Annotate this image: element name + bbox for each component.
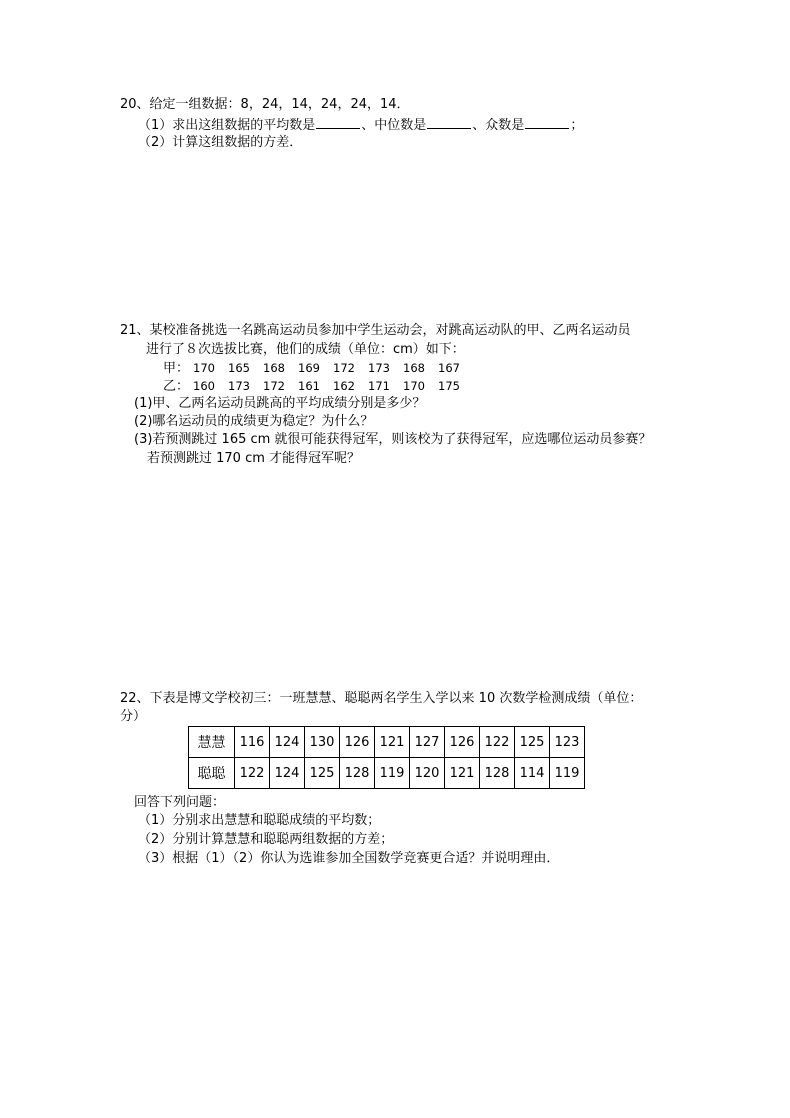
q20-part2: （2）计算这组数据的方差． [138,135,303,150]
q21-yi-label: 乙： [163,379,190,394]
data-value: 172 [333,361,355,375]
q22-part2: （2）分别计算慧慧和聪聪两组数据的方差； [138,832,394,847]
score-cell: 121 [375,727,410,758]
data-value: 169 [298,361,320,375]
data-value: 173 [368,361,390,375]
q21-stem-line1: 21、某校准备挑选一名跳高运动员参加中学生运动会，对跳高运动队的甲、乙两名运动员 [120,323,631,338]
q20-part1 [138,116,583,135]
data-value: 173 [228,379,250,393]
score-cell: 128 [340,758,375,789]
data-value: 165 [228,361,250,375]
data-value: 160 [193,379,215,393]
data-value: 172 [263,379,285,393]
q21-stem-line2: 进行了８次选拔比赛，他们的成绩（单位：cm）如下： [146,342,465,357]
data-value: 171 [368,379,390,393]
data-value: 170 [193,361,215,375]
answer-blank-median[interactable] [427,116,471,129]
q20-part1-text-b: 、中位数是 [361,118,427,133]
score-cell: 121 [445,758,480,789]
score-cell: 130 [305,727,340,758]
score-cell: 119 [375,758,410,789]
q22-part1: （1）分别求出慧慧和聪聪成绩的平均数； [138,813,381,828]
score-cell: 124 [270,758,305,789]
data-value: 175 [438,379,460,393]
score-cell: 127 [410,727,445,758]
q21-part2: (2)哪名运动员的成绩更为稳定？为什么？ [134,414,374,429]
data-value: 161 [298,379,320,393]
data-value: 167 [438,361,460,375]
data-value: 168 [263,361,285,375]
score-cell: 122 [480,727,515,758]
score-cell: 120 [410,758,445,789]
q22-intro: 回答下列问题： [134,795,226,810]
score-cell: 128 [480,758,515,789]
q21-yi-row [163,377,473,396]
score-cell: 122 [235,758,270,789]
table-row [189,758,585,789]
q20-part1-text-a: （1）求出这组数据的平均数是 [138,118,316,133]
score-cell: 119 [550,758,585,789]
data-value: 162 [333,379,355,393]
student-name: 聪聪 [189,758,235,789]
score-cell: 126 [340,727,375,758]
q20-stem: 20、给定一组数据：8，24，14，24，24，14． [120,97,410,112]
answer-blank-mode[interactable] [525,116,569,129]
q20-part1-text-c: 、众数是 [472,118,525,133]
q20-part1-text-d: ； [570,118,584,133]
score-cell: 125 [305,758,340,789]
q21-jia-row [163,359,473,378]
q21-part3-cont: 若预测跳过 170 cm 才能得冠军呢？ [147,451,361,466]
q21-part1: (1)甲、乙两名运动员跳高的平均成绩分别是多少？ [134,396,426,411]
q22-part3: （3）根据（1）（2）你认为选谁参加全国数学竞赛更合适？并说明理由． [138,851,560,866]
scores-table [188,726,585,789]
score-cell: 125 [515,727,550,758]
data-value: 170 [403,379,425,393]
answer-blank-mean[interactable] [316,116,360,129]
student-name: 慧慧 [189,727,235,758]
score-cell: 126 [445,727,480,758]
data-value: 168 [403,361,425,375]
q21-jia-label: 甲： [163,361,190,376]
score-cell: 116 [235,727,270,758]
table-row [189,727,585,758]
q21-part3: (3)若预测跳过 165 cm 就很可能获得冠军，则该校为了获得冠军，应选哪位运动员参赛？ [134,432,652,447]
q22-stem-line1: 22、下表是博文学校初三：一班慧慧、聪聪两名学生入学以来 10 次数学检测成绩（单位： [120,691,643,706]
score-cell: 114 [515,758,550,789]
score-cell: 124 [270,727,305,758]
q22-stem-line2: 分） [120,709,147,724]
score-cell: 123 [550,727,585,758]
